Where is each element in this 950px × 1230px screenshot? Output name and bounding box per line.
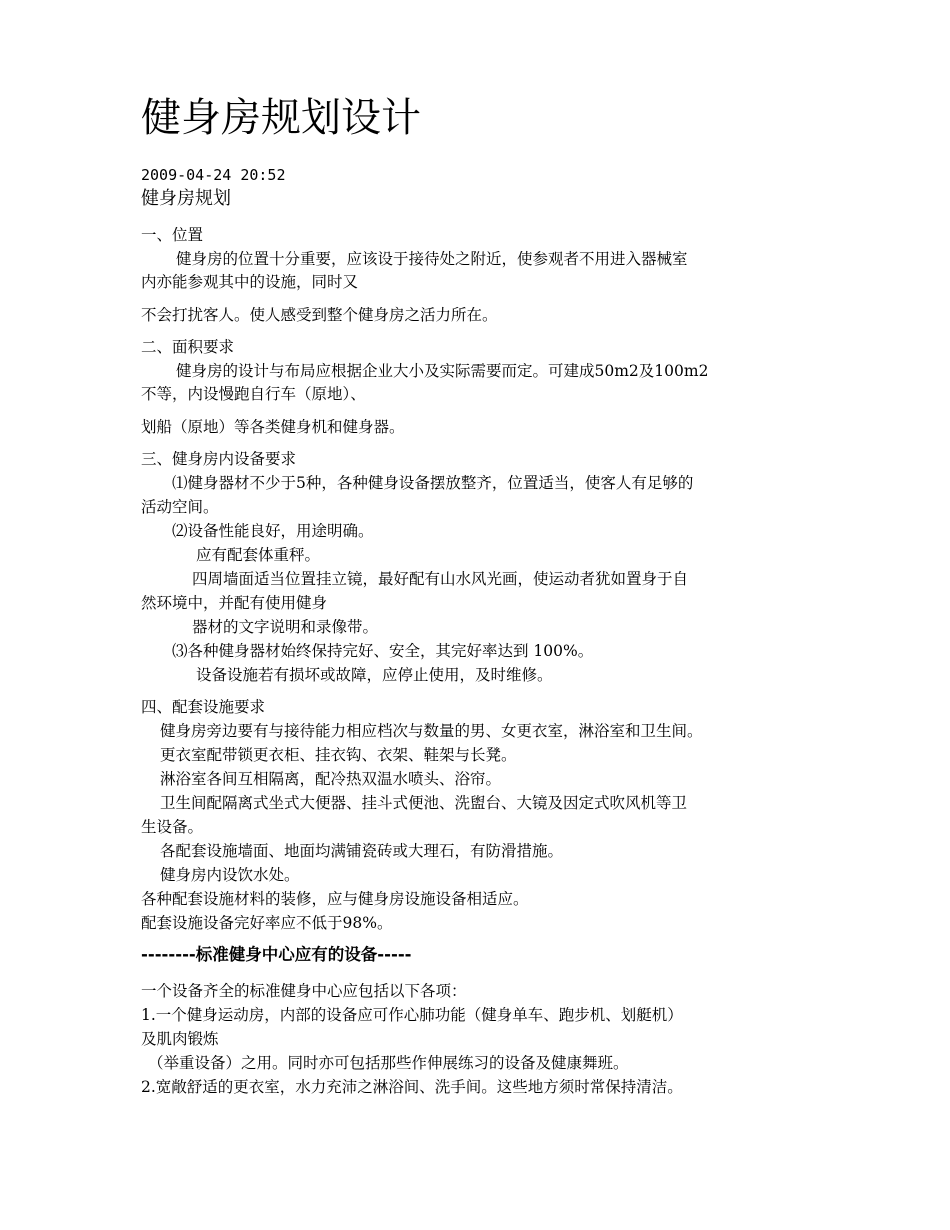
paragraph-line: 各种配套设施材料的装修，应与健身房设施设备相适应。 bbox=[141, 890, 529, 908]
paragraph-line: 不会打扰客人。使人感受到整个健身房之活力所在。 bbox=[141, 306, 498, 324]
paragraph-line: 健身房旁边要有与接待能力相应档次与数量的男、女更衣室，淋浴室和卫生间。 bbox=[160, 722, 703, 740]
section-heading-location: 一、位置 bbox=[141, 226, 204, 244]
section-heading-facilities: 四、配套设施要求 bbox=[141, 698, 266, 716]
paragraph-line: 健身房的位置十分重要，应该设于接待处之附近，使参观者不用进入器械室 bbox=[176, 250, 688, 268]
timestamp: 2009-04-24 20:52 bbox=[141, 166, 286, 184]
paragraph-line: 一个设备齐全的标准健身中心应包括以下各项： bbox=[141, 982, 467, 1000]
paragraph-line: 划船（原地）等各类健身机和健身器。 bbox=[141, 418, 405, 436]
list-item: 然环境中，并配有使用健身 bbox=[141, 594, 328, 612]
paragraph-line: 更衣室配带锁更衣柜、挂衣钩、衣架、鞋架与长凳。 bbox=[160, 746, 517, 764]
paragraph-line: 淋浴室各间互相隔离，配冷热双温水喷头、浴帘。 bbox=[160, 770, 502, 788]
section-heading-area: 二、面积要求 bbox=[141, 338, 235, 356]
page-title: 健身房规划设计 bbox=[141, 95, 421, 141]
list-item: （举重设备）之用。同时亦可包括那些作伸展练习的设备及健康舞班。 bbox=[148, 1054, 629, 1072]
list-item: ⑵设备性能良好，用途明确。 bbox=[172, 522, 374, 540]
list-item: 应有配套体重秤。 bbox=[196, 546, 321, 564]
paragraph-line: 内亦能参观其中的设施，同时又 bbox=[141, 273, 359, 291]
paragraph-line: 卫生间配隔离式坐式大便器、挂斗式便池、洗盥台、大镜及因定式吹风机等卫 bbox=[160, 794, 688, 812]
list-item: 器材的文字说明和录像带。 bbox=[192, 618, 379, 636]
paragraph-line: 配套设施设备完好率应不低于98%。 bbox=[141, 914, 393, 932]
paragraph-line: 不等，内设慢跑自行车（原地）、 bbox=[141, 385, 366, 403]
section-heading-equipment: 三、健身房内设备要求 bbox=[141, 450, 297, 468]
subtitle: 健身房规划 bbox=[141, 188, 231, 209]
list-item: 活动空间。 bbox=[141, 498, 219, 516]
list-item: 及肌肉锻炼 bbox=[141, 1030, 219, 1048]
list-item: ⑴健身器材不少于5种，各种健身设备摆放整齐，位置适当，使客人有足够的 bbox=[172, 474, 694, 492]
section-heading-standard: --------标准健身中心应有的设备----- bbox=[141, 945, 412, 964]
list-item: 1.一个健身运动房，内部的设备应可作心肺功能（健身单车、跑步机、划艇机） bbox=[141, 1006, 683, 1024]
list-item: 2.宽敞舒适的更衣室，水力充沛之淋浴间、洗手间。这些地方须时常保持清洁。 bbox=[141, 1078, 683, 1096]
list-item: 设备设施若有损坏或故障，应停止使用，及时维修。 bbox=[196, 666, 553, 684]
list-item: ⑶各种健身器材始终保持完好、安全，其完好率达到 100%。 bbox=[172, 642, 594, 660]
paragraph-line: 健身房内设饮水处。 bbox=[160, 866, 300, 884]
paragraph-line: 各配套设施墙面、地面均满铺瓷砖或大理石，有防滑措施。 bbox=[160, 842, 564, 860]
paragraph-line: 生设备。 bbox=[141, 818, 204, 836]
list-item: 四周墙面适当位置挂立镜，最好配有山水风光画，使运动者犹如置身于自 bbox=[192, 570, 689, 588]
paragraph-line: 健身房的设计与布局应根据企业大小及实际需要而定。可建成50m2及100m2 bbox=[176, 362, 709, 380]
